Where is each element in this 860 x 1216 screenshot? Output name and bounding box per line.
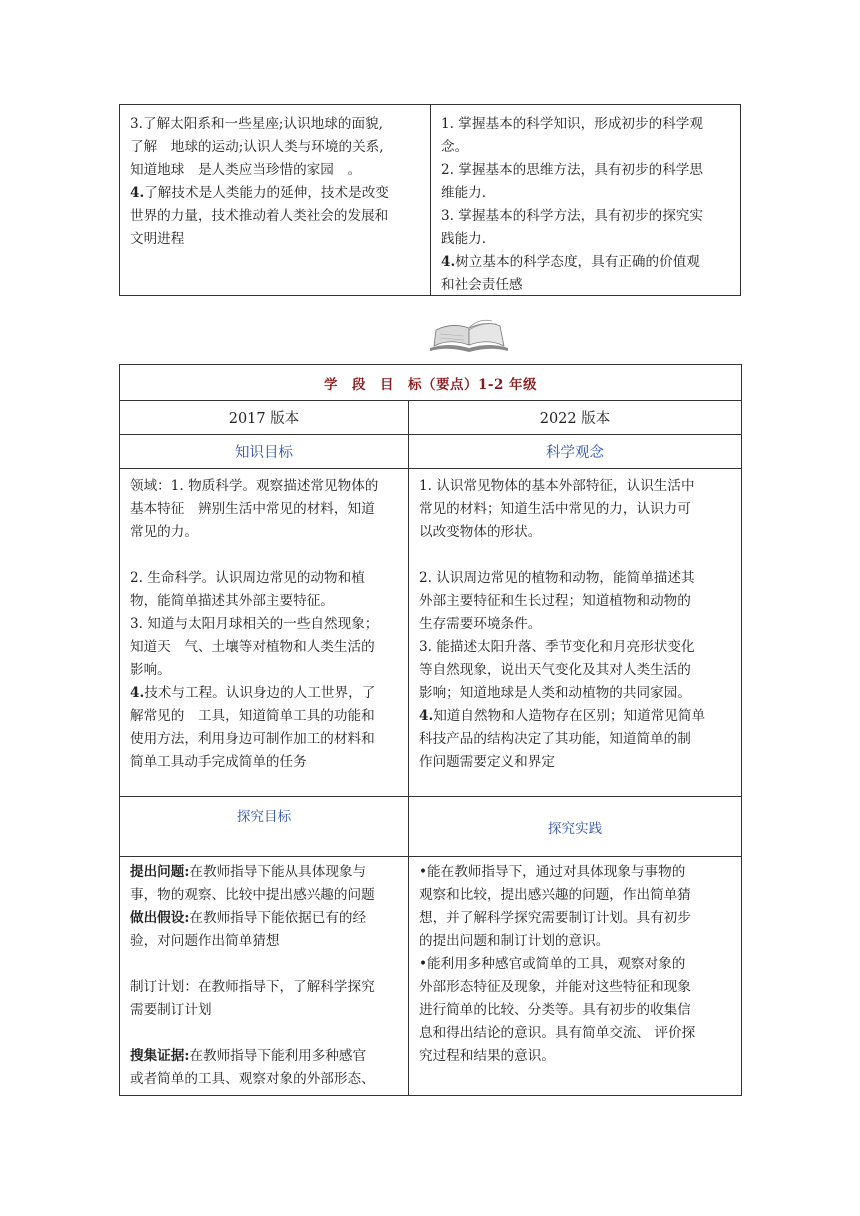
subheader-science-concepts: 科学观念 — [409, 435, 742, 469]
text-line: 领域：1. 物质科学。观察描述常见物体的 — [130, 478, 379, 494]
blank-line — [130, 1022, 398, 1045]
bold-prefix: 4. — [441, 254, 456, 270]
bold-prefix: 4. — [130, 685, 145, 701]
text-line: 或者简单的工具、观察对象的外部形态、 — [130, 1071, 375, 1087]
text-line: 3.了解太阳系和一些星座;认识地球的面貌, — [130, 116, 383, 132]
text-line: 事，物的观察、比较中提出感兴趣的问题 — [130, 887, 375, 903]
text-line: 基本特征 辨别生活中常见的材料，知道 — [130, 501, 375, 517]
text-line: 世界的力量，技术推动着人类社会的发展和 — [130, 208, 389, 224]
text-line: 外部主要特征和生长过程；知道植物和动物的 — [419, 593, 691, 609]
bold-label: 做出假设: — [130, 910, 190, 926]
text-line — [130, 1045, 398, 1068]
text-fragment: 技术与工程。认识身边的人工世界，了 — [144, 685, 376, 701]
text-fragment: 在教师指导下能从具体现象与 — [189, 864, 367, 880]
text-line: 2. 生命科学。认识周边常见的动物和植 — [130, 570, 365, 586]
text-fragment: 在教师指导下能依据已有的经 — [189, 910, 367, 926]
text-line: 想，并了解科学探究需要制订计划。具有初步 — [419, 910, 691, 926]
subheader-knowledge-goals: 知识目标 — [120, 435, 409, 469]
knowledge-goals-cell — [120, 469, 409, 797]
text-line: 念。 — [441, 139, 469, 155]
text-line: 常见的力。 — [130, 524, 198, 540]
text-line: 的提出问题和制订计划的意识。 — [419, 933, 610, 949]
text-line: 知道地球 是人类应当珍惜的家园 。 — [130, 162, 362, 178]
text-line: 等自然现象，说出天气变化及其对人类生活的 — [419, 662, 691, 678]
bold-label: 搜集证据: — [130, 1048, 190, 1064]
text-fragment: 树立基本的科学态度，具有正确的价值观 — [455, 254, 700, 270]
text-line: 3. 能描述太阳升落、季节变化和月亮形状变化 — [419, 639, 695, 655]
text-line: 以改变物体的形状。 — [419, 524, 542, 540]
text-line: 作问题需要定义和界定 — [419, 754, 555, 770]
text-line: 验，对问题作出简单猜想 — [130, 933, 280, 949]
text-line: 了解 地球的运动;认识人类与环境的关系, — [130, 139, 384, 155]
stage-objectives-table — [119, 364, 742, 1096]
text-line — [130, 861, 398, 884]
text-line: 外部形态特征及现象，并能对这些特征和现象 — [419, 979, 691, 995]
text-line: 和社会责任感 — [441, 277, 523, 293]
blank-line — [419, 544, 731, 567]
text-line: 科技产品的结构决定了其功能，知道简单的制 — [419, 731, 691, 747]
text-line — [441, 251, 730, 274]
text-line: 常见的材料；知道生活中常见的力，认识力可 — [419, 501, 691, 517]
objectives-table-top — [119, 104, 741, 296]
text-line — [130, 182, 420, 205]
inquiry-practice-cell — [409, 857, 742, 1096]
text-line — [419, 705, 731, 728]
text-line: 1. 认识常见物体的基本外部特征，认识生活中 — [419, 478, 695, 494]
text-line: 进行简单的比较、分类等。具有初步的收集信 — [419, 1002, 691, 1018]
text-line: 文明进程 — [130, 231, 185, 247]
text-line: 制订计划：在教师指导下，了解科学探究 — [130, 979, 375, 995]
text-line — [130, 682, 398, 705]
column-header-2017: 2017 版本 — [120, 401, 409, 435]
text-line: 解常见的 工具，知道简单工具的功能和 — [130, 708, 375, 724]
text-line: •能在教师指导下，通过对具体现象与事物的 — [419, 864, 686, 880]
text-fragment: 知道自然物和人造物存在区别；知道常见简单 — [433, 708, 706, 724]
top-right-cell — [431, 105, 740, 295]
text-line: 影响。 — [130, 662, 171, 678]
text-line: 3. 知道与太阳月球相关的一些自然现象； — [130, 616, 379, 632]
text-line: 使用方法，利用身边可制作加工的材料和 — [130, 731, 375, 747]
open-book-icon — [426, 318, 512, 354]
subheader-inquiry-practice: 探究实践 — [409, 797, 742, 857]
bold-label: 提出问题: — [130, 864, 190, 880]
blank-line — [130, 953, 398, 976]
text-line: 究过程和结果的意识。 — [419, 1048, 555, 1064]
column-header-2022: 2022 版本 — [409, 401, 742, 435]
text-line: 践能力. — [441, 231, 487, 247]
text-line: 观察和比较，提出感兴趣的问题，作出简单猜 — [419, 887, 691, 903]
text-line: 1. 掌握基本的科学知识，形成初步的科学观 — [441, 116, 703, 132]
text-line: 影响；知道地球是人类和动植物的共同家园。 — [419, 685, 691, 701]
text-line: •能利用多种感官或简单的工具，观察对象的 — [419, 956, 686, 972]
subheader-inquiry-goals: 探究目标 — [120, 797, 409, 857]
text-line: 知道天 气、土壤等对植物和人类生活的 — [130, 639, 375, 655]
text-fragment: 了解技术是人类能力的延伸，技术是改变 — [144, 185, 389, 201]
text-line: 生存需要环境条件。 — [419, 616, 542, 632]
inquiry-goals-cell — [120, 857, 409, 1096]
text-line: 息和得出结论的意识。具有简单交流、 评价探 — [419, 1025, 696, 1041]
text-line: 3. 掌握基本的科学方法，具有初步的探究实 — [441, 208, 703, 224]
text-line: 物，能简单描述其外部主要特征。 — [130, 593, 334, 609]
blank-line — [130, 544, 398, 567]
bold-prefix: 4. — [419, 708, 434, 724]
text-line — [130, 907, 398, 930]
text-line: 需要制订计划 — [130, 1002, 212, 1018]
science-concepts-cell — [409, 469, 742, 797]
text-line: 2. 认识周边常见的植物和动物，能简单描述其 — [419, 570, 695, 586]
text-fragment: 在教师指导下能利用多种感官 — [189, 1048, 367, 1064]
text-line: 2. 掌握基本的思维方法，具有初步的科学思 — [441, 162, 703, 178]
bold-prefix: 4. — [130, 185, 145, 201]
text-line: 维能力. — [441, 185, 487, 201]
text-line: 简单工具动手完成简单的任务 — [130, 754, 307, 770]
table-title: 学 段 目 标（要点）1-2 年级 — [120, 365, 742, 401]
top-left-cell — [120, 105, 431, 295]
